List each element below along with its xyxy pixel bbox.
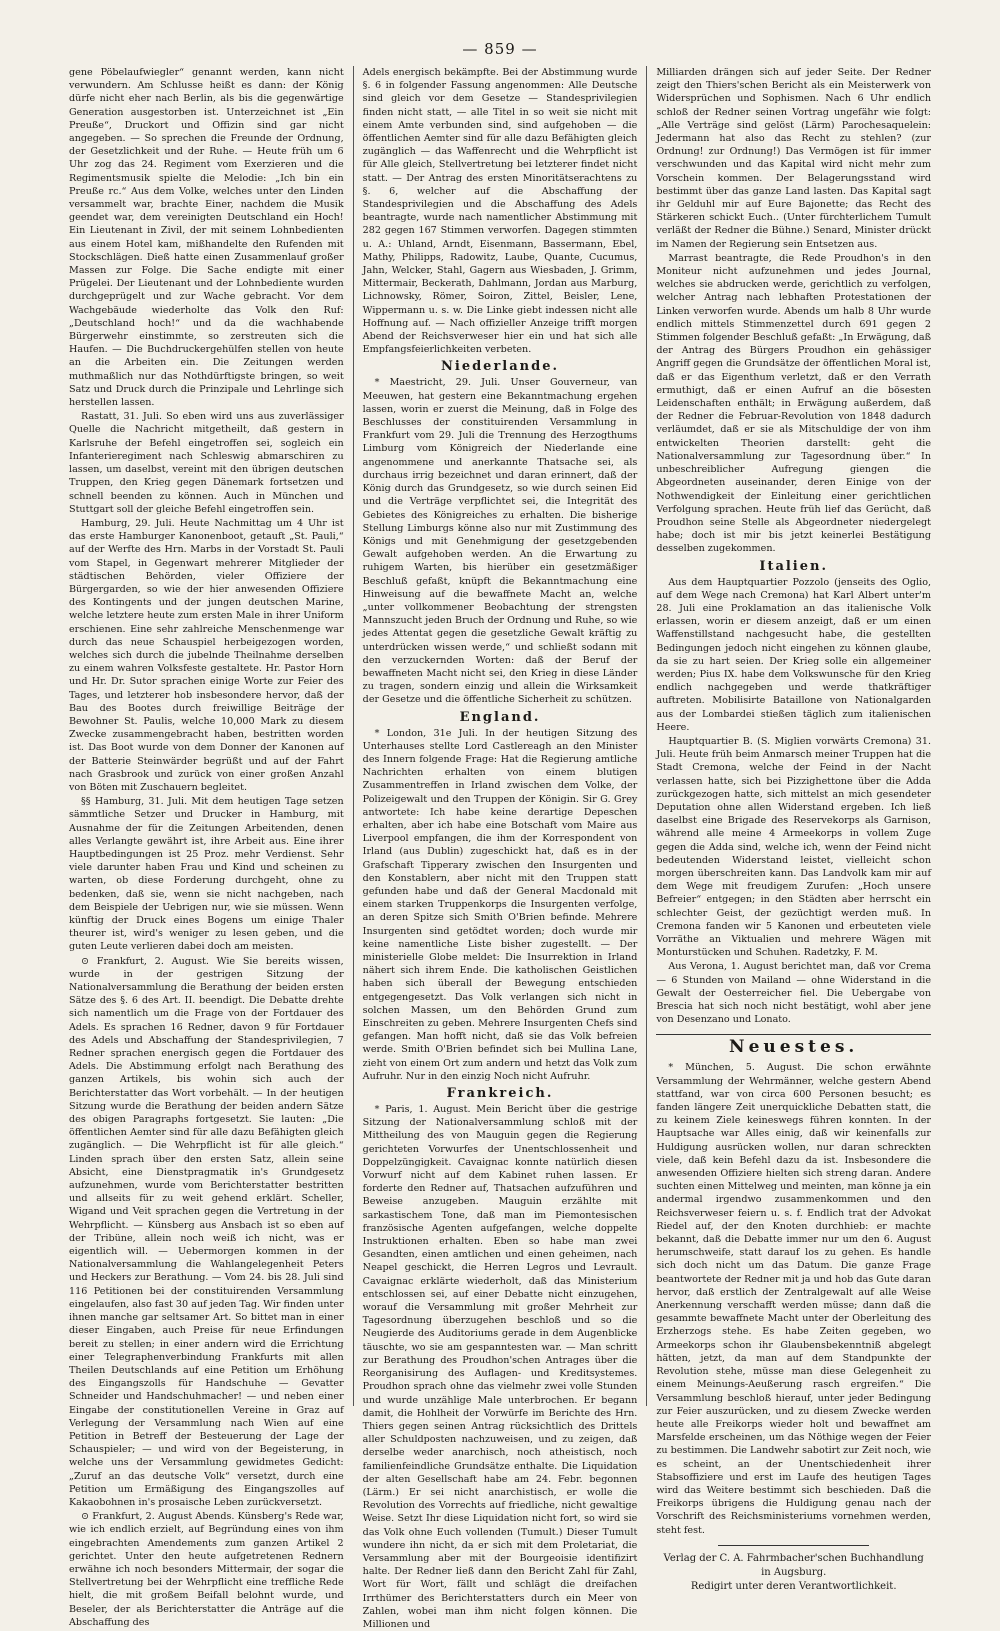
paragraph: * Maestricht, 29. Juli. Unser Gouverneur, van Meeuwen, hat gestern eine Bekanntmachung ergehen lassen, worin er zuerst die Meinung, daß in Folge des Beschlusses der constituirenden Versammlung in Frankfurt vom 29. Juli die Trennung des Herzogthums Limburg vom Königreich der Niederlande eine angenommene und anerkannte Thatsache sei, als durchaus irrig bezeichnet und daran erinnert, daß der König durch das Grundgesetz, so wie durch seinen Eid und die Verträge verpflichtet sei, die Integrität des Gebietes des Königreiches zu erhalten. Die bisherige Stellung Limburgs könne also nur mit Zustimmung des Königs und mit Genehmigung der gesetzgebenden Gewalt aufgehoben werden. An die Erwartung zu ruhigem Warten, bis hierüber ein gesetzmäßiger Beschluß gefaßt, knüpft die Bekanntmachung eine Hinweisung auf die bewaffnete Macht an, welche „unter vollkommener Beobachtung der strengsten Mannszucht jeden Bruch der Ordnung und Ruhe, so wie jedes Attentat gegen die gesetzliche Gewalt kräftig zu unterdrücken wissen werde,“ und schließt sodann mit den verzuckernden Worten: daß der Beruf der bewaffneten Macht nicht sei, den Krieg in diese Länder zu tragen, sondern einzig und allein die Wirksamkeit der Gesetze und die öffentliche Sicherheit zu schützen. xyxy=(362,377,638,706)
section-heading-england: England. xyxy=(459,709,541,725)
paragraph: Hauptquartier B. (S. Miglien vorwärts Cremona) 31. Juli. Heute früh beim Anmarsch meiner Truppen hat die Stadt Cremona, welche der Feind in der Nacht verlassen hatte, sich bei Pizzighettone über die Adda zurückgezogen hatte, sich mittelst an mich gesendeter Deputation ohne allen Widerstand ergeben. Ich ließ daselbst eine Brigade des Reservekorps als Garnison, während alle meine 4 Armeekorps in vollem Zuge gegen die Adda sind, welche ich, wenn der Feind nicht bedeutenden Widerstand leistet, vielleicht schon morgen überschreiten kann. Das Landvolk kam mir auf dem Wege mit freudigem Zurufen: „Hoch unsere Befreier“ entgegen; in den Städten aber herrscht ein schlechter Geist, der gezüchtigt werden muß. In Cremona fanden wir 5 Kanonen und erbeuteten viele Vorräthe an Viktualien und mehrere Wägen mit Monturstücken und Schuhen. Radetzky, F. M. xyxy=(656,735,932,959)
paragraph: Adels energisch bekämpfte. Bei der Abstimmung wurde §. 6 in folgender Fassung angenommen: Alle Deutsche sind gleich vor dem Gesetze — Standesprivilegien finden nicht statt, — alle Titel in so weit sie nicht mit einem Amte verbunden sind, sind aufgehoben — die öffentlichen Aemter sind für alle dazu Befähigten gleich zugänglich — das Waffenrecht und die Wehrpflicht ist für Alle gleich, Stellvertretung bei letzterer findet nicht statt. — Der Antrag des ersten Minoritätserachtens zu §. 6, welcher auf die Abschaffung der Standesprivilegien und die Abschaffung des Adels beantragte, wurde nach namentlicher Abstimmung mit 282 gegen 167 Stimmen verworfen. Dagegen stimmten u. A.: Uhland, Arndt, Eisenmann, Bassermann, Ebel, Mathy, Philipps, Radowitz, Laube, Quante, Cucumus, Jahn, Welcker, Stahl, Gagern aus Wiesbaden, J. Grimm, Mittermair, Beckerath, Dahlmann, Jordan aus Marburg, Lichnowsky, Römer, Soiron, Zittel, Beisler, Lene, Wippermann u. s. w. Die Linke giebt indessen nicht alle Hoffnung auf. — Nach offizieller Anzeige trifft morgen Abend der Reichsverweser hier ein und hat sich alle Empfangsfeierlichkeiten verbeten. xyxy=(362,67,638,356)
section-heading-italien: Italien. xyxy=(759,558,828,574)
paragraph: * Paris, 1. August. Mein Bericht über die gestrige Sitzung der Nationalversammlung schloß mit der Mittheilung des von Mauguin gegen die Regierung gerichteten Vorwurfes der Unentschlossenheit und Doppelzüngigkeit. Cavaignac konnte natürlich diesen Vorwurf nicht auf dem Kabinet ruhen lassen. Er forderte den Redner auf, Thatsachen aufzuführen und Beweise anzugeben. Mauguin erzählte mit sarkastischem Tone, daß man im Piemontesischen französische Agenten aufgefangen, welche doppelte Instruktionen erhalten. Eben so habe man zwei Gesandten, einen amtlichen und einen geheimen, nach Neapel geschickt, die Herren Legros und Levrault. Cavaignac erklärte wiederholt, daß das Ministerium entschlossen sei, auf einer Debatte nicht einzugehen, worauf die Versammlung mit großer Mehrheit zur Tagesordnung überzugehen beschloß und so die Neugierde des Auditoriums gerade in dem Augenblicke täuschte, wo sie am gespanntesten war. — Man schritt zur Berathung des Proudhon'schen Antrages über die Reorganisirung des Auflagen- und Kreditsystemes. Proudhon sprach ohne das vielmehr zwei volle Stunden und wurde unzählige Male unterbrochen. Er begann damit, die Hohlheit der Vorwürfe im Berichte des Hrn. Thiers gegen seinen Antrag rücksichtlich des Drittels aller Schuldposten nachzuweisen, und zu zeigen, daß derselbe weder anarchisch, noch atheistisch, noch familienfeindliche Grundsätze enthalte. Die Liquidation der alten Gesellschaft habe am 24. Febr. begonnen (Lärm.) Er sei nicht anarchistisch, er wolle die Revolution des Vorrechts auf friedliche, nicht gewaltige Weise. Setzt Ihr diese Liquidation nicht fort, so wird sie das Volk ohne Euch vollenden (Tumult.) Dieser Tumult wundere ihn nicht, da er sich mit dem Proletariat, die Versammlung aber mit der Bourgeoisie identifizirt halte. Der Redner ließ dann den Bericht Zahl für Zahl, Wort für Wort, fällt und schlägt die dreifachen Irrthümer des Berichterstatters durch ein Meer von Zahlen, wobei man ihm nicht folgen können. Die Millionen und xyxy=(362,1104,638,1630)
paragraph: Hamburg, 29. Juli. Heute Nachmittag um 4 Uhr ist das erste Hamburger Kanonenboot, getauft „St. Pauli,“ auf der Werfte des Hrn. Marbs in der Vorstadt St. Pauli vom Stapel, in Gegenwart mehrerer Mitglieder der städtischen Behörden, vieler Offiziere der Bürgergarden, so wie der hier anwesenden Offiziere des Kontingents und der jungen deutschen Marine, welche letztere heute zum ersten Male in ihrer Uniform erschienen. Eine sehr zahlreiche Menschenmenge war durch das neue Schauspiel herbeigezogen worden, welches sich durch die jubelnde Theilnahme derselben zu einem wahren Volksfeste gestaltete. Hr. Pastor Horn und Hr. Dr. Sutor sprachen einige Worte zur Feier des Tages, und letzterer hob insbesondere hervor, daß der Bau des Bootes durch freiwillige Beiträge der Bewohner St. Paulis, welche 10,000 Mark zu diesem Zwecke zusammengebracht haben, bestritten worden ist. Das Boot wurde von dem Donner der Kanonen auf der Batterie Steinwärder begrüßt und auf der Fahrt nach Grasbrook und zurück von einer großen Anzahl von Böten mit Zuschauern begleitet. xyxy=(69,517,344,793)
column-1 xyxy=(60,66,353,1628)
paragraph: Rastatt, 31. Juli. So eben wird uns aus zuverlässiger Quelle die Nachricht mitgetheilt, daß gestern in Karlsruhe der Befehl eingetroffen sei, sogleich ein Infanterieregiment nach Schleswig abmarschiren zu lassen, um daselbst, vereint mit den übrigen deutschen Truppen, den Krieg gegen Dänemark fortsetzen und schnell beenden zu können. Auch in München und Stuttgart soll der gleiche Befehl eingetroffen sein. xyxy=(69,411,344,515)
imprint-editor: Redigirt unter deren Verantwortlichkeit. xyxy=(690,1580,897,1592)
paragraph: Aus Verona, 1. August berichtet man, daß vor Crema — 6 Stunden von Mailand — ohne Widerstand in die Gewalt der Oesterreicher fiel. Die Uebergabe von Brescia hat sich noch nicht bestätigt, wohl aber jene von Desenzano und Lonato. xyxy=(656,961,932,1026)
section-heading-niederlande: Niederlande. xyxy=(441,359,560,375)
paragraph: Aus dem Hauptquartier Pozzolo (jenseits des Oglio, auf dem Wege nach Cremona) hat Karl Albert unter'm 28. Juli eine Proklamation an das italienische Volk erlassen, worin er diesem anzeigt, daß er um einen Waffenstillstand nachgesucht habe, die gestellten Bedingungen jedoch nicht eingehen zu können glaube, da sie zu hart seien. Der Krieg solle ein allgemeiner werden; Pius IX. habe dem Volkswunsche für den Krieg endlich nachgegeben und werde thatkräftiger auftreten. Mobilisirte Bataillone von Nationalgarden aus der Lombardei stießen täglich zum italienischen Heere. xyxy=(656,576,932,733)
article-columns xyxy=(60,66,940,1630)
paragraph: gene Pöbelaufwiegler“ genannt werden, kann nicht verwundern. Am Schlusse heißt es dann: der König dürfe nicht eher nach Berlin, als bis die gegenwärtige Generation ausgestorben ist. Unterzeichnet ist „Ein Preuße“, Druckort und Offizin sind gar nicht angegeben. — So sprechen die Freunde der Ordnung, der Gesetzlichkeit und der Ruhe. — Heute früh um 6 Uhr zog das 24. Regiment vom Exerzieren und die Regimentsmusik spielte die Melodie: „Ich bin ein Preuße rc.“ Aus dem Volke, welches unter den Linden versammelt war, brachte Einer, nachdem die Musik geendet war, dem vereinigten Deutschland ein Hoch! Ein Lieutenant in Zivil, der mit seinem Lohnbedienten aus einem Hotel kam, mißhandelte den Rufenden mit Stockschlägen. Dieß hatte einen Zusammenlauf großer Massen zur Folge. Die Sache endigte mit einer Prügelei. Der Lieutenant und der Lohnbediente wurden durchgeprügelt und zur Wache gebracht. Vor dem Wachgebäude wiederholte das Volk den Ruf: „Deutschland hoch!“ und da die wachhabende Bürgerwehr einstimmte, so zerstreuten sich die Haufen. — Die Buchdruckergehülfen stellen von heute an die Arbeiten ein. Die Zeitungen werden muthmaßlich nur das Nothdürftigste bringen, so weit Satz und Druck durch die Prinzipale und Lehrlinge sich herstellen lassen. xyxy=(69,67,344,409)
paragraph: ⊙ Frankfurt, 2. August. Wie Sie bereits wissen, wurde in der gestrigen Sitzung der Nationalversammlung die Berathung der beiden ersten Sätze des §. 6 des Art. II. beendigt. Die Debatte drehte sich namentlich um die Frage von der Fortdauer des Adels. Es sprachen 16 Redner, davon 9 für Fortdauer des Adels und Abschaffung der Standesprivilegien, 7 Redner sprachen energisch gegen die Fortdauer des Adels. Die Abstimmung erfolgt nach Berathung des ganzen Artikels, bis wohin sich auch der Berichterstatter das Wort vorbehält. — In der heutigen Sitzung wurde die Berathung der beiden andern Sätze des obigen Paragraphs fortgesetzt. Sie lauten: „Die öffentlichen Aemter sind für alle dazu Befähigten gleich zugänglich. — Die Wehrpflicht ist für alle gleich.“ Linden sprach über den ersten Satz, allein seine Absicht, eine Dienstpragmatik in's Grundgesetz aufzunehmen, wurde vom Berichterstatter bestritten und allseits für zu weit gehend erklärt. Scheller, Wigand und Veit sprachen gegen die Vertretung in der Wehrpflicht. — Künsberg aus Ansbach ist so eben auf der Tribüne, allein noch weiß ich nicht, was er eigentlich will. — Uebermorgen kommen in der Nationalversammlung die Wahlangelegenheit Peters und Heckers zur Berathung. — Vom 24. bis 28. Juli sind 116 Petitionen bei der constituirenden Versammlung eingelaufen, also fast 30 auf jeden Tag. Wir finden unter ihnen manche gar seltsamer Art. So bittet man in einer dieser Eingaben, auch Preise für neue Erfindungen bereit zu stellen; in einer andern wird die Errichtung einer Telegraphenverbindung Frankfurts mit allen Theilen Deutschlands auf eine Petition um Erhöhung des Eingangszolls für Handschuhe — Gevatter Schneider und Handschuhmacher! — und neben einer Eingabe der constitutionellen Vereine in Graz auf Verlegung der Versammlung nach Wien auf eine Petition in Betreff der Besteuerung der Lage der Schauspieler; — und wird von der Begeisterung, in welche uns der Versammlung gewidmetes Gedicht: „Zuruf an das deutsche Volk“ versetzt, durch eine Petition um Ermäßigung des Eingangszolles auf Kakaobohnen in's prosaische Leben zurückversetzt. xyxy=(69,955,344,1508)
paragraph: ⊙ Frankfurt, 2. August Abends. Künsberg's Rede war, wie ich endlich erzielt, auf Begründung eines von ihm eingebrachten Amendements zum ganzen Artikel 2 gerichtet. Unter den heute aufgetretenen Rednern erwähne ich noch besonders Mittermair, der sogar die Stellvertretung bei der Wehrpflicht eine treffliche Rede hielt, die mit großem Beifall belohnt wurde, und Beseler, der als Berichterstatter die Anträge auf die Abschaffung des xyxy=(69,1511,344,1628)
imprint-city: in Augsburg. xyxy=(761,1566,827,1578)
page-number: — 859 — xyxy=(462,40,538,58)
paragraph: * London, 31e Juli. In der heutigen Sitzung des Unterhauses stellte Lord Castlereagh an den Minister des Innern folgende Frage: Hat die Regierung amtliche Nachrichten erhalten von einem blutigen Zusammentreffen in Irland zwischen dem Volke, der Polizeigewalt und den Truppen der Königin. Sir G. Grey antwortete: Ich habe keine derartige Depeschen erhalten, aber ich habe eine Botschaft vom Maire aus Liverpool empfangen, die ihm der Korrespondent von Irland (aus Dublin) zugeschickt hat, daß es in der Grafschaft Tipperary zwischen den Insurgenten und den Konstablern, aber nicht mit den Truppen statt gefunden habe und daß der General Macdonald mit einem starken Truppenkorps die Insurgenten verfolge, an deren Spitze sich Smith O'Brien befinde. Mehrere Insurgenten sind getödtet worden; doch wurde mir keine namentliche Liste bisher zugestellt. — Der ministerielle Globe meldet: Die Insurrektion in Irland nähert sich ihrem Ende. Die katholischen Geistlichen haben sich überall der Bewegung entschieden entgegengesetzt. Das Volk verlangen sich nicht in solchen Massen, um den Behörden Grund zum Einschreiten zu geben. Mehrere Insurgenten Chefs sind gefangen. Man hofft nicht, daß sie das Volk befreien werde. Smith O'Brien befindet sich bei Mullina Lane, zieht von einem Ort zum andern und hetzt das Volk zum Aufruhr. Nur in den einzig Noch nicht Aufruhr. xyxy=(362,727,638,1082)
imprint xyxy=(656,1552,931,1594)
section-heading-frankreich: Frankreich. xyxy=(446,1086,554,1102)
footer-divider xyxy=(718,1545,869,1546)
paragraph: §§ Hamburg, 31. Juli. Mit dem heutigen Tage setzen sämmtliche Setzer und Drucker in Hamburg, mit Ausnahme der für die Zeitungen Arbeitenden, denen alles Verlangte gewährt ist, ihre Arbeit aus. Eine ihrer Hauptbedingungen ist 25 Proz. mehr Verdienst. Sehr viele darunter haben Frau und Kind und scheinen zu warten, ob diese Forderung durchgeht, ohne zu bedenken, daß sie, wenn sie nicht nachgeben, nach dem Beispiele der Uebrigen nur, wie sie müssen. Wenn künftig der Druck eines Bogens um einige Thaler theurer ist, wird's weniger zu lesen geben, und die guten Leute verlieren dabei doch am meisten. xyxy=(69,796,344,953)
column-2 xyxy=(353,66,647,1630)
paragraph: * München, 5. August. Die schon erwähnte Versammlung der Wehrmänner, welche gestern Abend stattfand, war von circa 600 Personen besucht; es fanden längere Zeit unerquickliche Debatten statt, die zu keinem Ziele keineswegs führen konnten. In der Hauptsache war Alles einig, daß wir keinenfalls zur Huldigung ausrücken wollen, nur daran schreckten viele, daß kein Befehl dazu da ist. Insbesondere die anwesenden Offiziere hielten sich streng daran. Andere suchten einen Mittelweg und meinten, man könne ja ein andermal irgendwo zusammenkommen und den Reichsverweser feiern u. s. f. Endlich trat der Advokat Riedel auf, der den Knoten durchhieb: er machte bekannt, daß die Debatte immer nur um den 6. August herumschweife, statt darauf los zu gehen. Es handle sich doch nicht um das Datum. Die ganze Frage beantwortete der Redner mit ja und hob das Gute daran hervor, daß erstlich der Zentralgewalt auf alle Weise Anerkennung verschafft werden müsse; dann daß die gesammte bewaffnete Macht unter der Oberleitung des Erzherzogs stehe. Es habe Zeiten gegeben, wo Armeekorps schon ihr Glaubensbekenntniß abgelegt hätten, jetzt, da man auf dem Standpunkte der Revolution stehe, müsse man diese Gelegenheit zu einem Meinungs-Aeußerung rasch ergreifen.“ Die Versammlung beschloß hierauf, unter jeder Bedingung zur Feier auszurücken, und zu diesem Zwecke werden heute alle Freikorps wieder holt und bewaffnet am Marsfelde erscheinen, um das Nöthige wegen der Feier zu bestimmen. Die Landwehr sabotirt zur Zeit noch, wie es scheint, an der Unentschiedenheit ihrer Stabsoffiziere und erst im Laufe des heutigen Tages wird das Weitere bestimmt sich beschieden. Daß die Freikorps übrigens die Huldigung genau nach der Vorschrift des Reichsministeriums vornehmen werden, steht fest. xyxy=(656,1062,932,1536)
column-3 xyxy=(646,66,940,1592)
section-heading-neuestes: Neuestes. xyxy=(656,1034,931,1057)
imprint-publisher: Verlag der C. A. Fahrmbacher'schen Buchhandlung xyxy=(663,1552,924,1564)
paragraph: Marrast beantragte, die Rede Proudhon's in den Moniteur nicht aufzunehmen und jedes Journal, welches sie abdrucken werde, gerichtlich zu verfolgen, welcher Antrag nach lebhaften Protestationen der Linken verworfen wurde. Abends um halb 8 Uhr wurde endlich mittels Stimmenzettel durch 691 gegen 2 Stimmen folgender Beschluß gefaßt: „In Erwägung, daß der Antrag des Bürgers Proudhon ein gehässiger Angriff gegen die Grundsätze der öffentlichen Moral ist, daß er das Eigenthum verletzt, daß er den Verrath ermuthigt, daß er einen Aufruf an die bösesten Leidenschaften enthält; in Erwägung außerdem, daß der Redner die Februar-Revolution von 1848 dadurch verläumdet, daß er sie als Mitschuldige der von ihm entwickelten Theorien darstellt: geht die Nationalversammlung zur Tagesordnung über.“ In unbeschreiblicher Aufregung giengen die Abgeordneten auseinander, deren Einige von der Nothwendigkeit der Einleitung einer gerichtlichen Verfolgung sprachen. Heute früh lief das Gerücht, daß Proudhon seine Stelle als Abgeordneter niedergelegt habe; doch ist mir bis jetzt keinerlei Bestätigung desselben zugekommen. xyxy=(656,252,932,555)
paragraph: Milliarden drängen sich auf jeder Seite. Der Redner zeigt den Thiers'schen Bericht als ein Meisterwerk von Widersprüchen und Sophismen. Nach 6 Uhr endlich schloß der Redner seinen Vortrag ungefähr wie folgt: „Alle Verträge sind gelöst (Lärm) Parochesaquelein: Jedermann hat also das Recht zu stehlen? (zur Ordnung! zur Ordnung!) Das Vermögen ist für immer verschwunden und das Kapital wird nicht mehr zum Vorschein kommen. Der Belagerungsstand wird bestimmt über das ganze Land lasten. Das Kapital sagt ihr Gelduhl mir auf Eure Bajonette; das Recht des Stärkeren schickt Euch.. (Unter fürchterlichem Tumult verläßt der Redner die Bühne.) Senard, Minister drückt im Namen der Regierung sein Entsetzen aus. xyxy=(656,67,932,250)
